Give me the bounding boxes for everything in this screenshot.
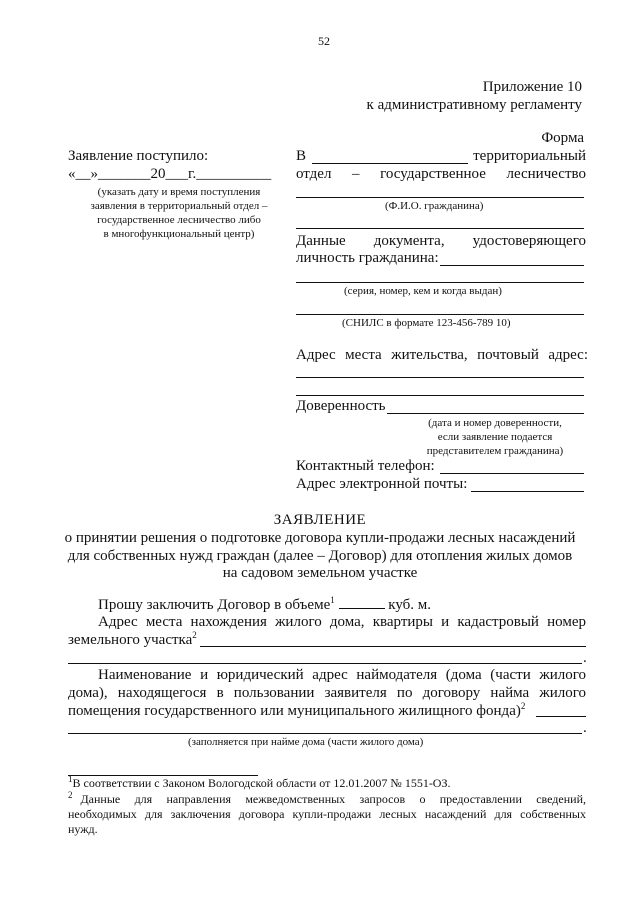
- document-field[interactable]: [440, 265, 584, 266]
- word: отдел: [296, 166, 332, 182]
- address-field-1[interactable]: [296, 377, 584, 378]
- received-hint-line: в многофункциональный центр): [103, 228, 255, 240]
- addressee-department-line: [296, 166, 586, 183]
- addressee-to-suffix: территориальный: [473, 148, 586, 164]
- footnote-ref: 2: [192, 630, 197, 640]
- landlord-label-1: Наименование и юридический адрес наймодателя (дома (части жилого: [98, 667, 586, 683]
- email-field[interactable]: [471, 491, 584, 492]
- landlord-text: помещения государственного или муниципального жилищного фонда): [68, 703, 521, 719]
- house-address-label: Адрес места нахождения жилого дома, квартиры и кадастровый номер: [98, 614, 586, 630]
- footnote-ref: 1: [330, 595, 335, 605]
- form-label: Форма: [541, 130, 584, 146]
- footnote-1: [68, 776, 451, 791]
- proxy-label: Доверенность: [296, 398, 386, 414]
- page-number: 52: [318, 34, 330, 48]
- footnote-2-text-2: необходимых для заключения договора купли-продажи лесных насаждений для собственных: [68, 807, 586, 821]
- proxy-hint-line: представителем гражданина): [426, 445, 564, 457]
- statement-title: ЗАЯВЛЕНИЕ: [273, 512, 367, 528]
- footnote-number-sup: 2: [68, 790, 73, 800]
- snils-hint: (СНИЛС в формате 123-456-789 10): [342, 317, 511, 329]
- footnote-1-text: В соответствии с Законом Вологодской области от 12.01.2007 № 1551-ОЗ.: [72, 776, 451, 790]
- received-hint-line: (указать дату и время поступления: [97, 186, 261, 198]
- word: Данные: [296, 233, 346, 249]
- document-hint: (серия, номер, кем и когда выдан): [344, 285, 502, 297]
- footnote-2-text-3: нужд.: [68, 822, 98, 836]
- statement-subtitle: [0, 530, 640, 583]
- received-hint: [66, 185, 292, 241]
- received-title: Заявление поступило:: [68, 148, 209, 164]
- snils-field[interactable]: [296, 314, 584, 315]
- received-hint-line: заявления в территориальный отдел –: [90, 200, 268, 212]
- footnote-2-line: [68, 792, 586, 807]
- document-label-line: [296, 233, 586, 250]
- address-label: Адрес места жительства, почтовый адрес:: [296, 347, 588, 363]
- landlord-label-3: [68, 703, 525, 720]
- volume-request: [98, 596, 431, 614]
- volume-request-text: Прошу заключить Договор в объеме: [98, 597, 331, 613]
- volume-unit: куб. м.: [388, 597, 432, 613]
- received-hint-line: государственное лесничество либо: [97, 214, 261, 226]
- landlord-hint: (заполняется при найме дома (части жилого дома): [188, 736, 424, 748]
- phone-label: Контактный телефон:: [296, 458, 435, 474]
- fio-hint: (Ф.И.О. гражданина): [385, 200, 484, 212]
- proxy-hint-line: (дата и номер доверенности,: [428, 417, 562, 429]
- document-details-field[interactable]: [296, 282, 584, 283]
- received-date-field[interactable]: «__»_______20___г.__________: [68, 166, 272, 182]
- fio-field-2[interactable]: [296, 228, 584, 229]
- landlord-field-1[interactable]: [536, 716, 586, 717]
- statement-subtitle-line: для собственных нужд граждан (далее – Договор) для отопления жилых домов: [67, 547, 573, 564]
- annex-subtitle: к административному регламенту: [366, 97, 582, 113]
- annex-title: Приложение 10: [482, 79, 582, 95]
- proxy-hint-line: если заявление подается: [437, 431, 553, 443]
- footnote-2: [68, 792, 586, 837]
- address-field-2[interactable]: [296, 395, 584, 396]
- landlord-field-2[interactable]: [68, 733, 582, 734]
- footnote-number: [68, 792, 73, 807]
- word: –: [352, 166, 360, 182]
- word: государственное: [380, 166, 486, 182]
- landlord-label-2: дома), находящегося в пользовании заявителя по договору найма жилого: [68, 685, 586, 701]
- period: .: [583, 650, 587, 666]
- house-address-label-2: [68, 632, 197, 649]
- word: удостоверяющего: [472, 233, 586, 249]
- house-address-field-1[interactable]: [200, 646, 586, 647]
- period: .: [583, 720, 587, 736]
- word: лесничество: [506, 166, 586, 182]
- addressee-to-prefix: В: [296, 148, 307, 164]
- document-label-line2: личность гражданина:: [296, 250, 439, 266]
- statement-subtitle-line: на садовом земельном участке: [222, 565, 418, 581]
- footnote-ref: 2: [520, 701, 526, 711]
- footnote-2-text-1: Данные для направления межведомственных запросов о предоставлении сведений,: [80, 792, 586, 806]
- statement-subtitle-line: о принятии решения о подготовке договора купли-продажи лесных насаждений: [64, 530, 576, 546]
- email-label: Адрес электронной почты:: [296, 476, 468, 492]
- house-address-text: земельного участка: [68, 632, 193, 648]
- footnote-number: 1: [68, 774, 73, 784]
- word: документа,: [373, 233, 445, 249]
- volume-field[interactable]: [339, 596, 385, 609]
- department-name-field[interactable]: [312, 163, 468, 164]
- proxy-field[interactable]: [387, 413, 584, 414]
- phone-field[interactable]: [440, 473, 584, 474]
- proxy-hint: [410, 416, 580, 458]
- fio-field[interactable]: [296, 197, 584, 198]
- house-address-field-2[interactable]: [68, 663, 582, 664]
